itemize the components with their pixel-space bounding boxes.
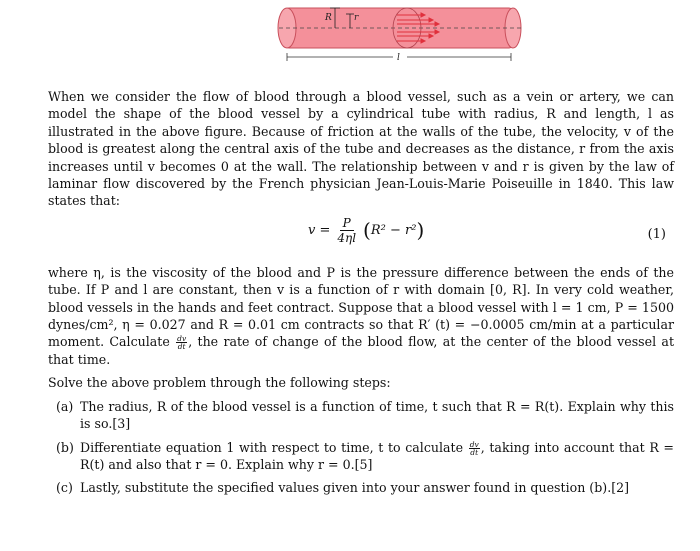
problem-text-after: , the rate of change of the blood flow, at the center of the blood vessel at that time. [48, 334, 675, 367]
blood-vessel-figure [275, 2, 525, 64]
part-b-text: Differentiate equation 1 with respect to time, t to calculate $\frac{dv}{dt}$ , taking into account that R = R(t) and also that r = 0. Explain why r = 0.[5] [80, 439, 674, 472]
part-b [56, 439, 674, 474]
part-c [56, 479, 674, 496]
equation-denominator: 4ηl [337, 230, 357, 245]
equation-tag: (1) [647, 226, 666, 242]
radius-r-label: r [354, 13, 359, 23]
radius-R-label: R [325, 13, 332, 23]
part-b-label: (b) [56, 439, 74, 455]
part-a-text: The radius, R of the blood vessel is a function of time, t such that R = R(t). Explain why this is so.[3] [80, 398, 674, 432]
equation-close-paren: ) [416, 218, 425, 243]
part-a-label: (a) [56, 398, 74, 414]
part-a [56, 398, 674, 433]
problem-text [48, 88, 674, 503]
dv-dt-fraction-b: $\frac{dv}{dt}$ [469, 439, 479, 457]
equation-numerator: P [340, 216, 354, 231]
equation-1 [48, 214, 674, 258]
part-c-label: (c) [56, 480, 73, 496]
dv-dt-fraction: $\frac{dv}{dt}$ [177, 334, 187, 352]
equation-fraction [334, 216, 359, 245]
problem-text-before: where η, is the viscosity of the blood and P is the pressure difference between the ends of the tube. If P and l are constant, then v is a function of r with domain [0, R]. In very cold weather, blood vessels in the hands and feet contract. Suppose that a blood vessel with l = 1 cm, P = 1500 dynes/cm², η = 0.027 and R = 0.01 cm contracts so that R′ (t) = −0.0005 cm/min at a particular moment. Calculate [48, 264, 674, 350]
problem-paragraph [48, 264, 674, 368]
length-l-label: l [397, 53, 400, 63]
intro-paragraph: When we consider the flow of blood through a blood vessel, such as a vein or artery, we can model the shape of the blood vessel by a cylindrical tube with radius, R and length, l as illustrated in the above figure. Because of friction at the walls of the tube, the velocity, v of the blood is greatest along the central axis of the tube and decreases as the distance, r from the axis increases until v becomes 0 at the wall. The relationship between v and r is given by the law of laminar flow discovered by the French physician Jean-Louis-Marie Poiseuille in 1840. This law states that: [48, 89, 674, 209]
steps-intro: Solve the above problem through the following steps: [48, 375, 391, 391]
parts-list [48, 398, 674, 497]
equation-middle: R² − r² [370, 222, 417, 238]
equation-open-paren: ( [363, 218, 371, 243]
part-c-text: Lastly, substitute the specified values given into your answer found in question (b).[2] [80, 480, 630, 496]
equation-lhs: v = [308, 222, 331, 238]
tube-diagram [275, 2, 525, 64]
